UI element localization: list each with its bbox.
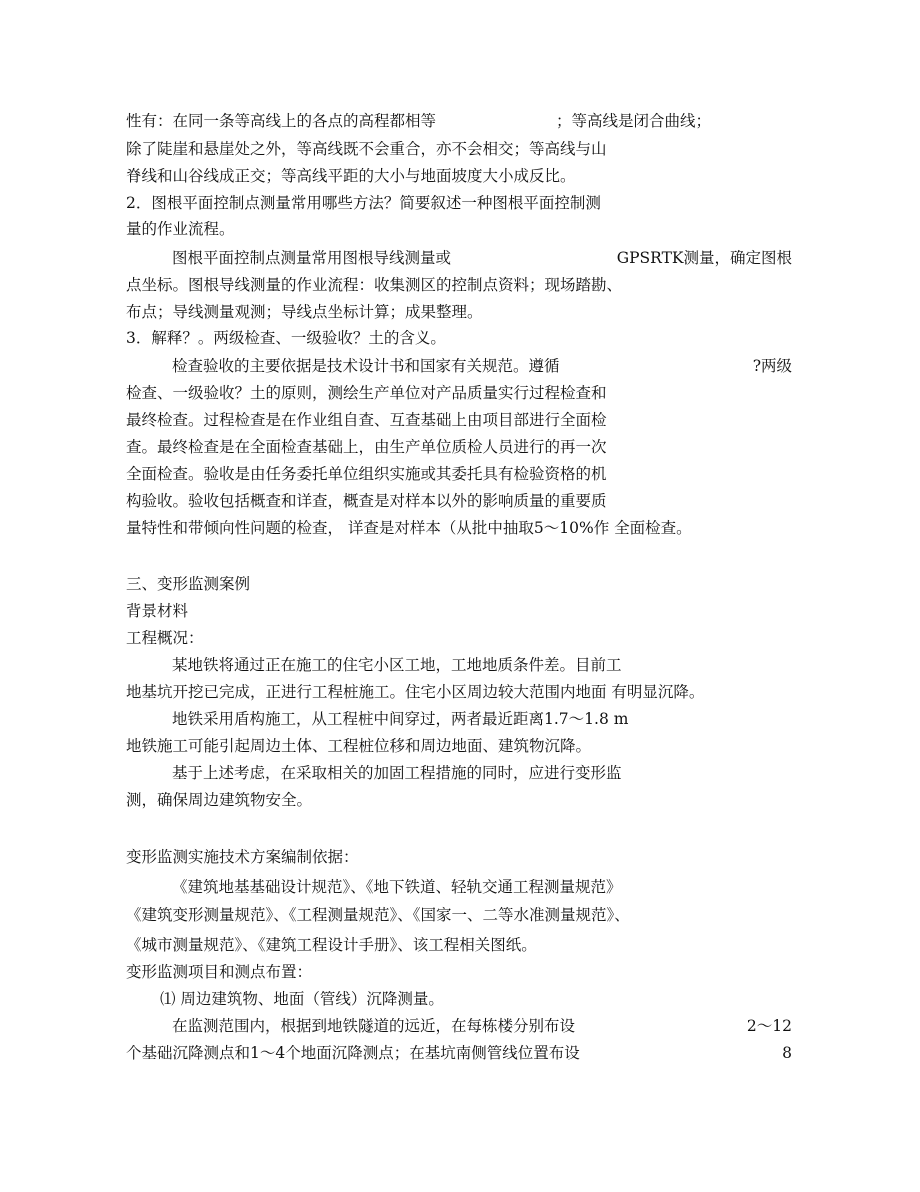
text-line: 地铁施工可能引起周边土体、工程桩位移和周边地面、建筑物沉降。 [126, 737, 592, 755]
text-line: 脊线和山谷线成正交；等高线平距的大小与地面坡度大小成反比。 [126, 167, 576, 185]
text-line: 《城市测量规范》、《建筑工程设计手册》、该工程相关图纸。 [126, 936, 537, 954]
section-heading: 三、变形监测案例 [126, 575, 251, 593]
text-line: 基于上述考虑，在采取相关的加固工程措施的同时，应进行变形监 [172, 764, 622, 782]
text-line: GPSRTK测量，确定图根 [616, 249, 792, 267]
text-line: 8 [782, 1044, 792, 1062]
text-line: 布点；导线测量观测；导线点坐标计算；成果整理。 [126, 303, 483, 321]
text-line: 全面检查。验收是由任务委托单位组织实施或其委托具有检验资格的机 [126, 465, 607, 483]
text-line: 量特性和带倾向性问题的检查， 详查是对样本（从批中抽取5～10%作 全面检查。 [126, 519, 692, 537]
text-line: 检查、一级验收？土的原则，测绘生产单位对产品质量实行过程检查和 [126, 384, 607, 402]
text-line: 在监测范围内，根据到地铁隧道的远近，在每栋楼分别布设 [172, 1017, 576, 1035]
text-line: 最终检查。过程检查是在作业组自查、互查基础上由项目部进行全面检 [126, 411, 607, 429]
text-line: 构验收。验收包括概查和详查，概查是对样本以外的影响质量的重要质 [126, 492, 607, 510]
text-line: 检查验收的主要依据是技术设计书和国家有关规范。遵循 [172, 357, 560, 375]
list-item: ⑴ 周边建筑物、地面（管线）沉降测量。 [160, 990, 444, 1008]
text-line: 某地铁将通过正在施工的住宅小区工地，工地地质条件差。目前工 [172, 656, 622, 674]
text-line: 地铁采用盾构施工，从工程桩中间穿过，两者最近距离1.7～1.8 m [172, 710, 629, 728]
text-line: 变形监测项目和测点布置： [126, 963, 313, 981]
text-line: 图根平面控制点测量常用图根导线测量或 [172, 249, 452, 267]
text-line: 性有：在同一条等高线上的各点的高程都相等 [126, 112, 437, 130]
text-line: 查。最终检查是在全面检查基础上，由生产单位质检人员进行的再一次 [126, 438, 607, 456]
text-line: 点坐标。图根导线测量的作业流程：收集测区的控制点资料；现场踏勘、 [126, 276, 623, 294]
question-heading: 2．图根平面控制点测量常用哪些方法？简要叙述一种图根平面控制测 [126, 194, 601, 212]
text-line: 个基础沉降测点和1～4个地面沉降测点；在基坑南侧管线位置布设 [126, 1044, 580, 1062]
text-line: 变形监测实施技术方案编制依据： [126, 848, 359, 866]
text-line: 地基坑开挖已完成，正进行工程桩施工。住宅小区周边较大范围内地面 有明显沉降。 [126, 683, 705, 701]
text-line: 量的作业流程。 [126, 220, 235, 238]
text-line: 背景材料 [126, 602, 189, 620]
text-line: 除了陡崖和悬崖处之外，等高线既不会重合，亦不会相交；等高线与山 [126, 140, 607, 158]
text-line: ?两级 [752, 357, 792, 375]
text-line: 测，确保周边建筑物安全。 [126, 791, 313, 809]
text-line: 《建筑变形测量规范》、《工程测量规范》、《国家一、二等水准测量规范》、 [126, 906, 630, 924]
text-line: 工程概况： [126, 629, 204, 647]
question-heading: 3．解释？。两级检查、一级验收？土的含义。 [126, 329, 446, 347]
text-line: ；等高线是闭合曲线； [556, 112, 712, 130]
text-line: 《建筑地基基础设计规范》、《地下铁道、轻轨交通工程测量规范》 [172, 878, 622, 896]
text-line: 2～12 [746, 1017, 792, 1035]
